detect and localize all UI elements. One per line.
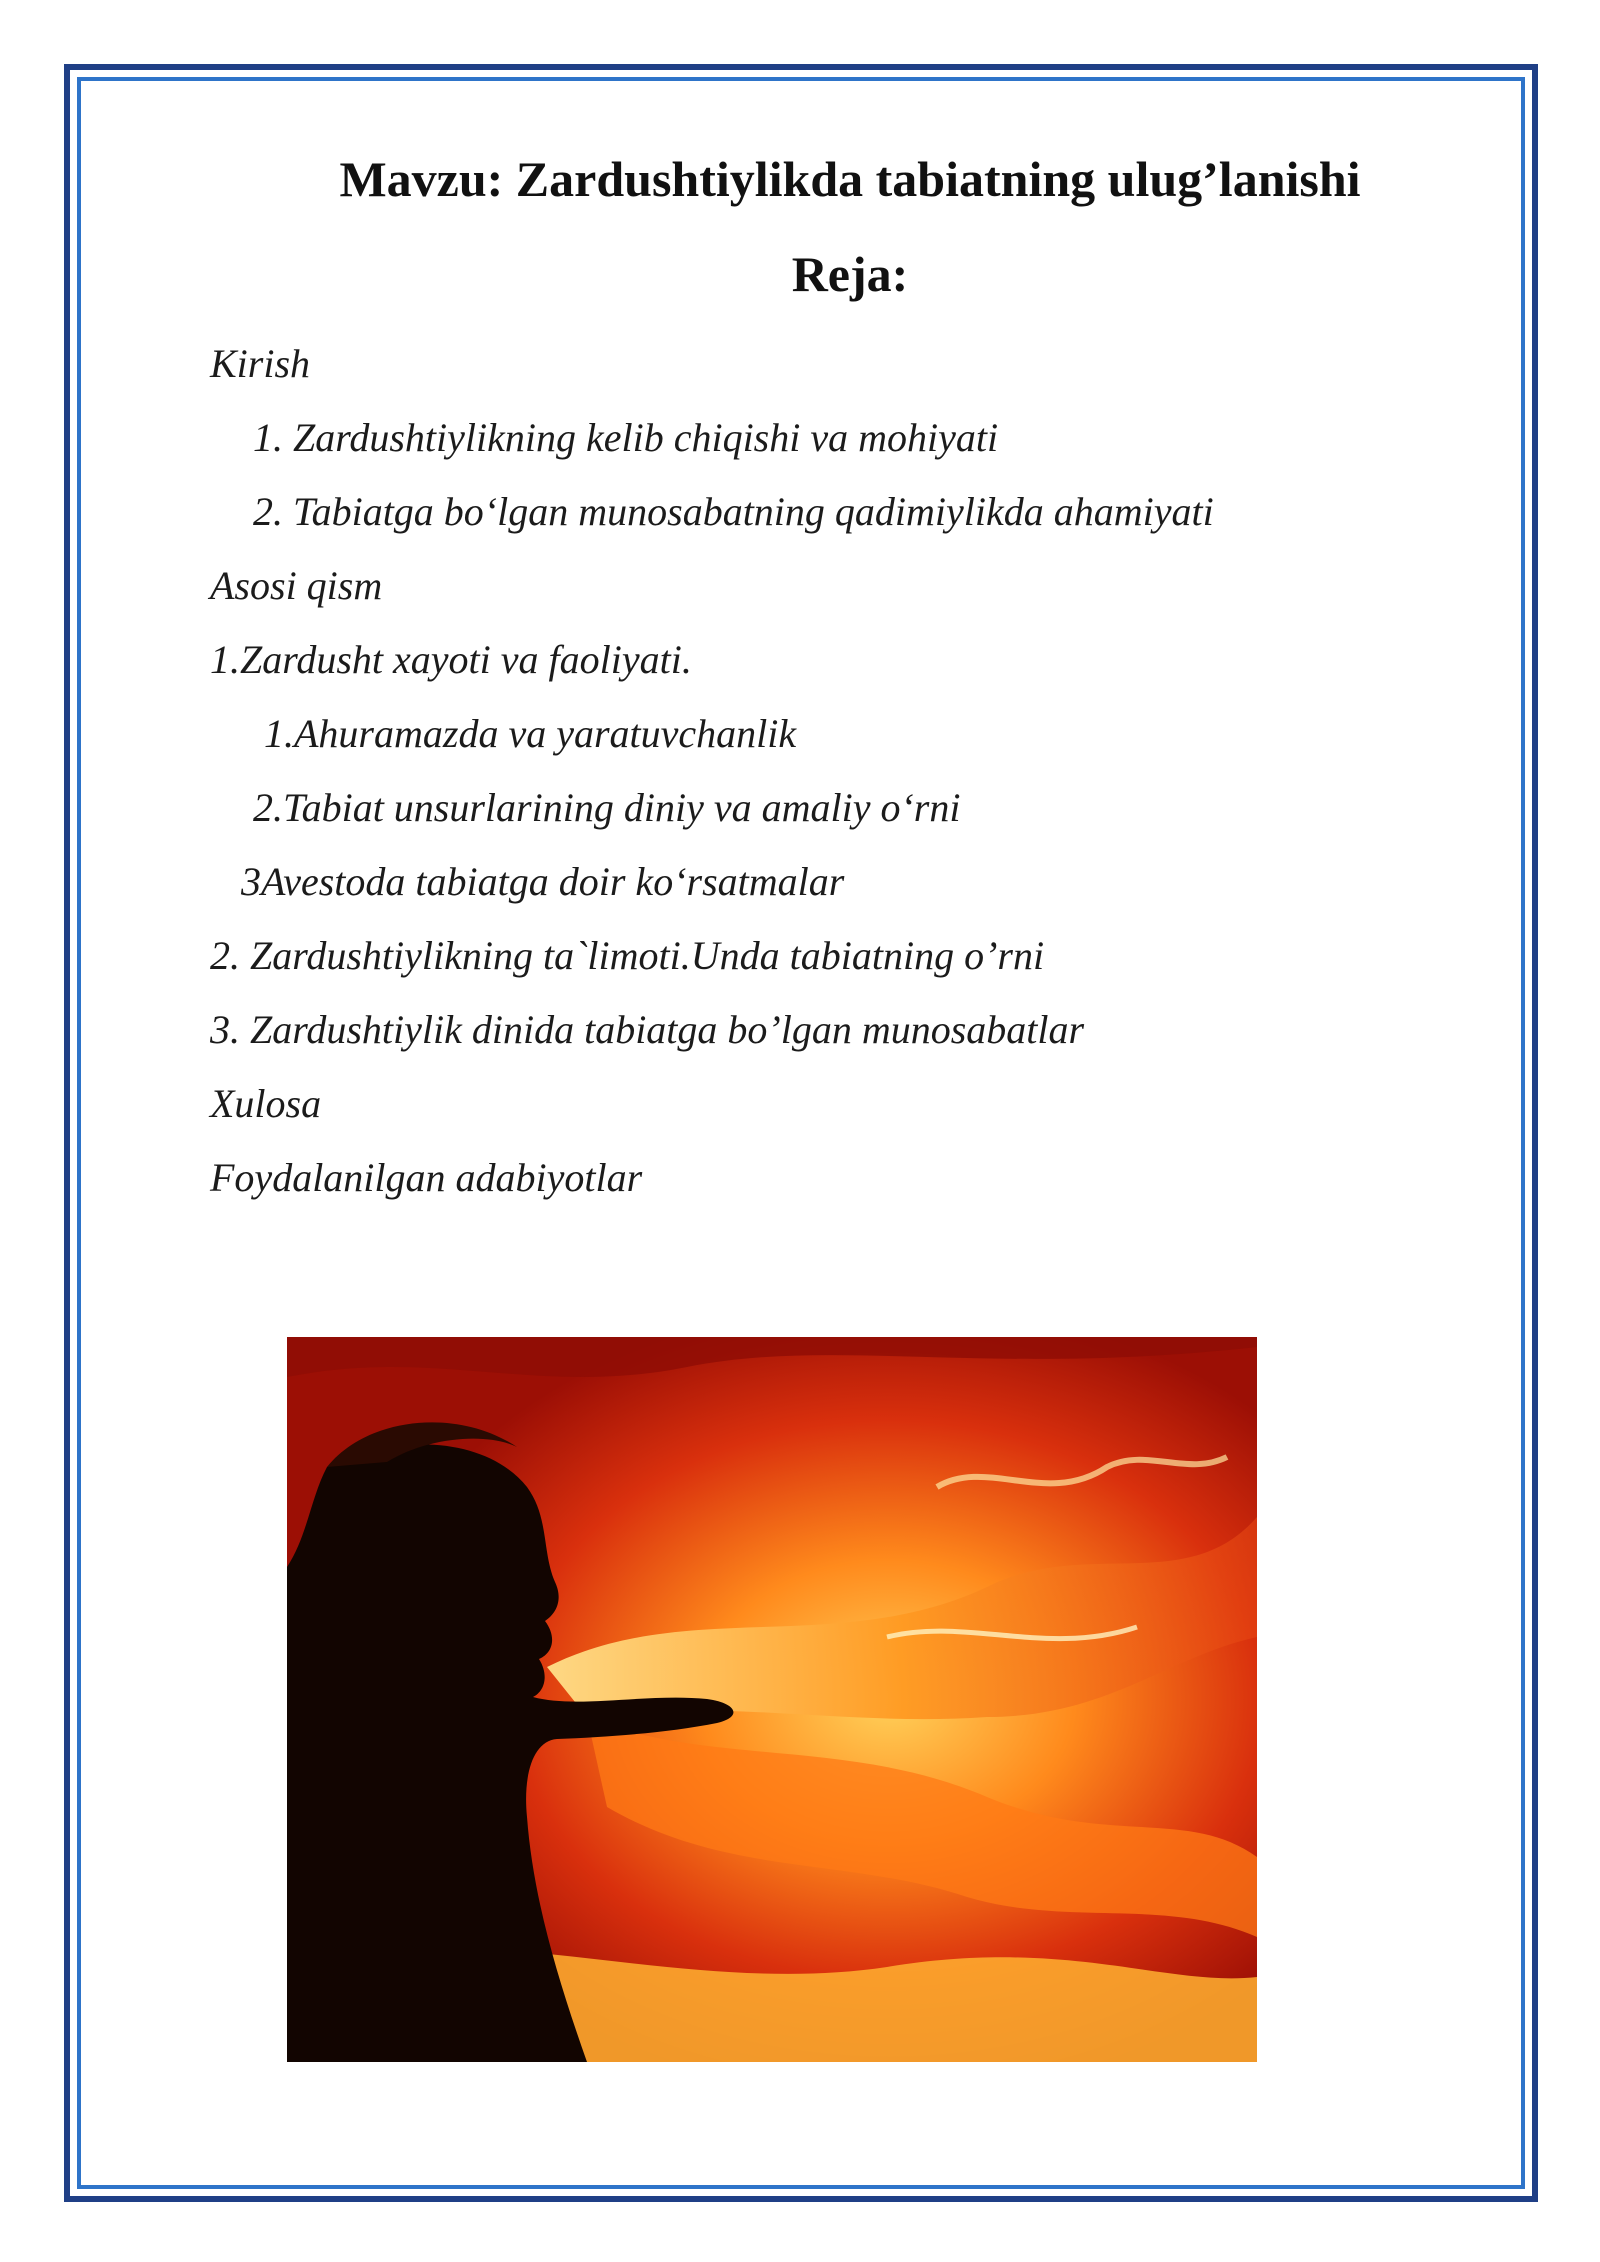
plan-item-intro: Kirish bbox=[210, 341, 311, 386]
plan-item-conclusion: Xulosa bbox=[210, 1081, 322, 1126]
plan-item-main-1-3: 3Avestoda tabiatga doir ko‘rsatmalar bbox=[241, 859, 845, 904]
document-title: Mavzu: Zardushtiylikda tabiatning ulug’lanishi bbox=[339, 151, 1361, 207]
plan-item-main-3: 3. Zardushtiylik dinida tabiatga bo’lgan munosabatlar bbox=[210, 1007, 1085, 1052]
plan-item-main-1: 1.Zardusht xayoti va faoliyati. bbox=[210, 637, 692, 682]
plan-item-main-1-1: 1.Ahuramazda va yaratuvchanlik bbox=[264, 711, 797, 756]
plan-item-main: Asosi qism bbox=[210, 563, 383, 608]
plan-item-main-2: 2. Zardushtiylikning ta`limoti.Unda tabiatning o’rni bbox=[210, 933, 1045, 978]
plan-heading: Reja: bbox=[791, 246, 909, 302]
plan-item-references: Foydalanilgan adabiyotlar bbox=[210, 1155, 643, 1200]
plan-item-intro-1: 1. Zardushtiylikning kelib chiqishi va mohiyati bbox=[253, 415, 999, 460]
plan-item-main-1-2: 2.Tabiat unsurlarining diniy va amaliy o‘rni bbox=[253, 785, 961, 830]
plan-item-intro-2: 2. Tabiatga bo‘lgan munosabatning qadimiylikda ahamiyati bbox=[253, 489, 1214, 534]
fire-silhouette-image bbox=[287, 1337, 1257, 2062]
